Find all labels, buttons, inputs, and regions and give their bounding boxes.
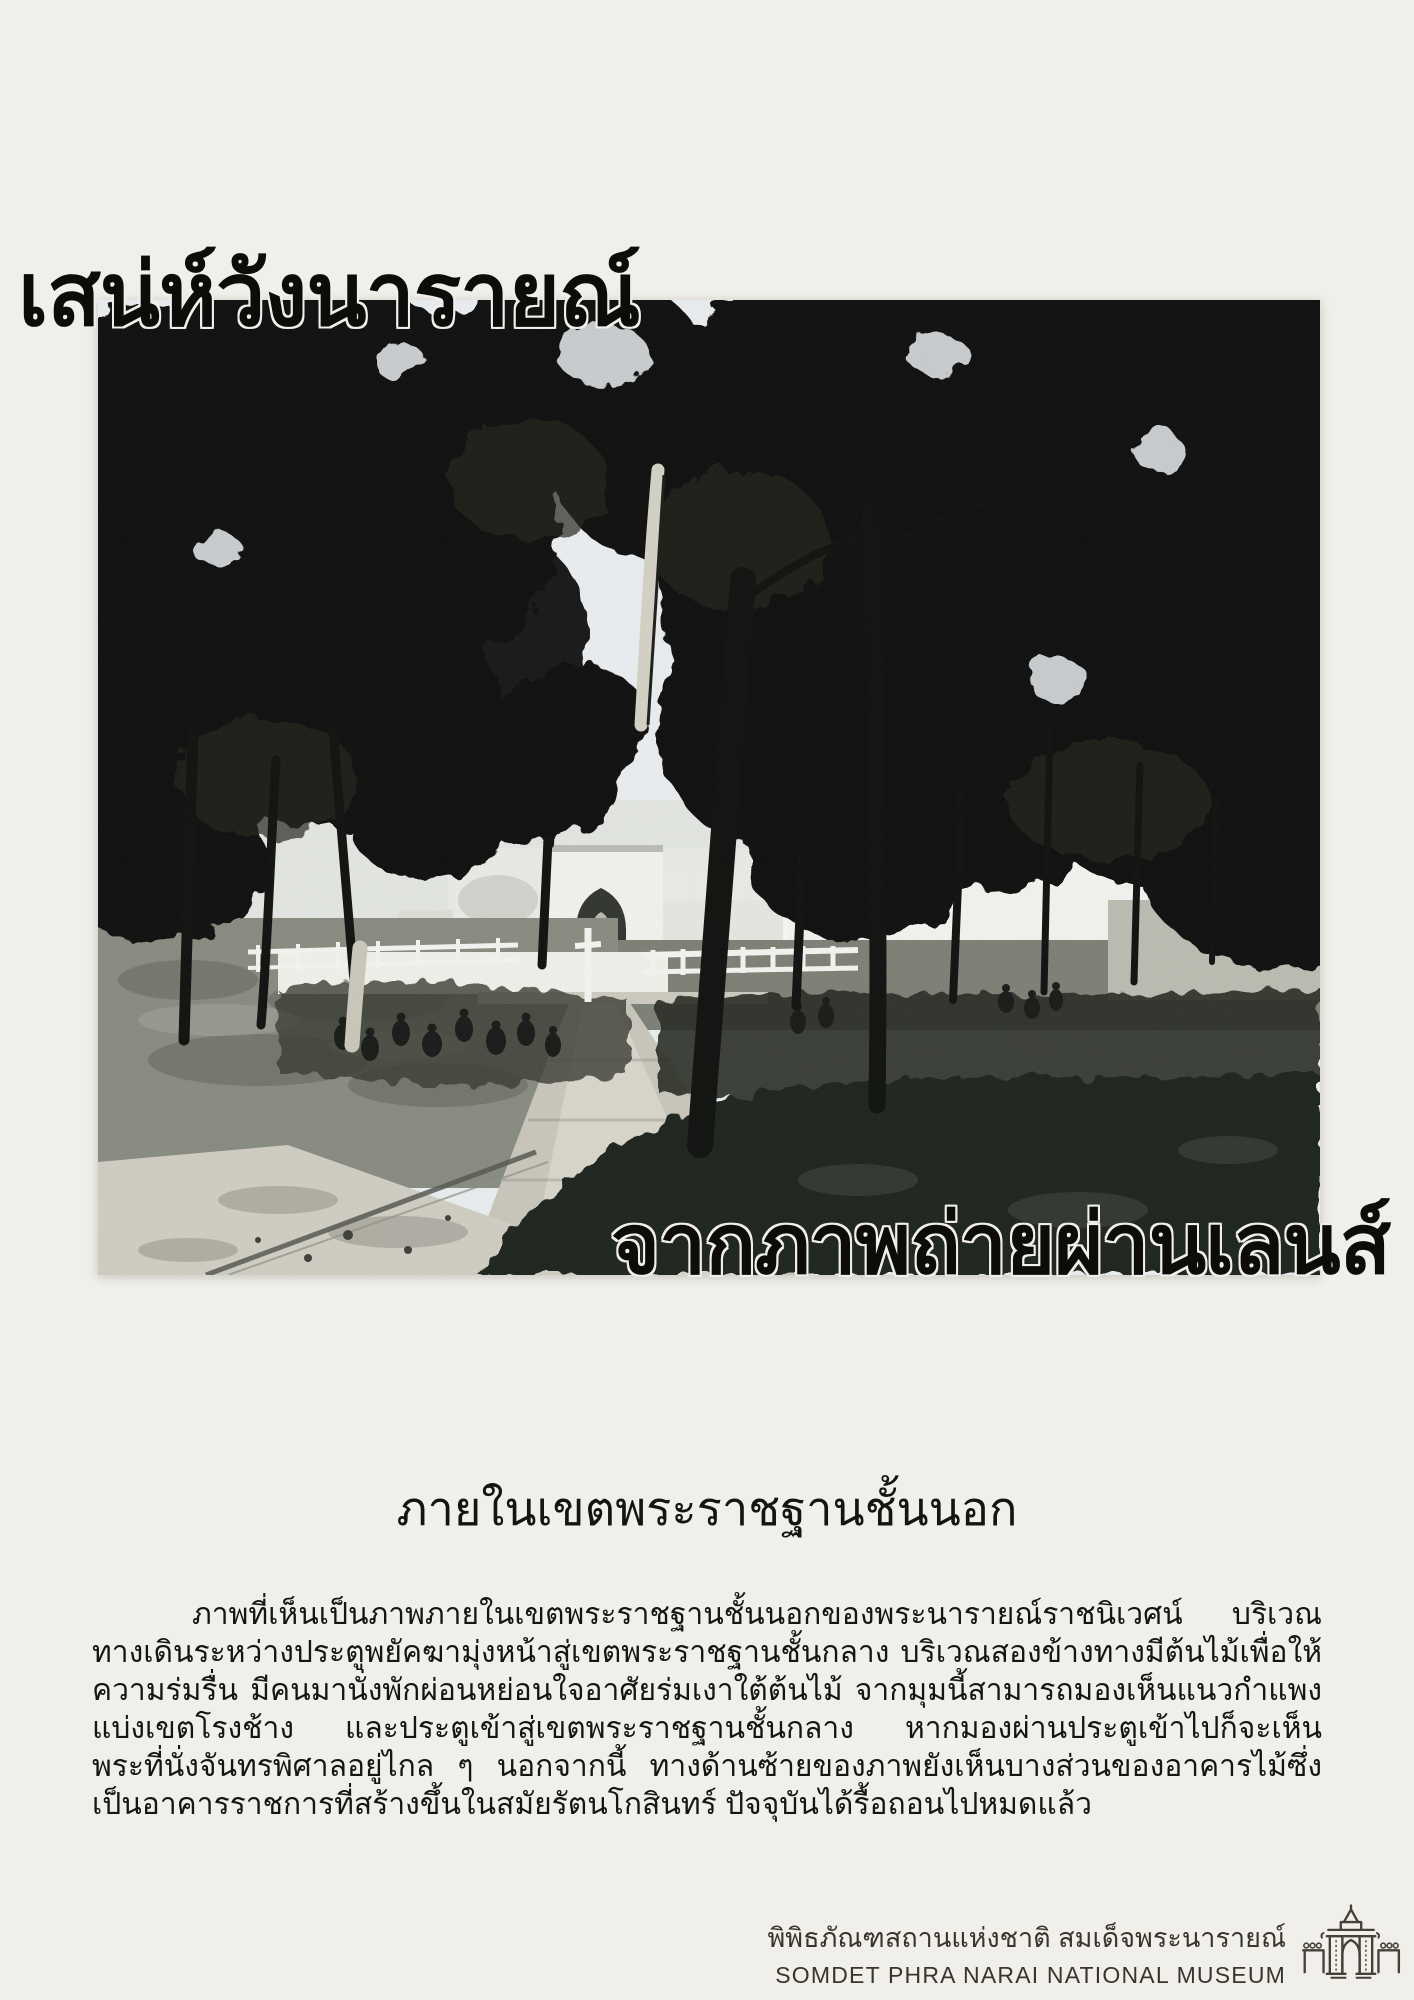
section-heading: ภายในเขตพระราชฐานชั้นนอก — [396, 1482, 1018, 1535]
historic-park-photo — [98, 300, 1320, 1275]
museum-name-thai: พิพิธภัณฑสถานแห่งชาติ สมเด็จพระนารายณ์ — [767, 1923, 1286, 1953]
poster-title-main: เสน่ห์วังนารายณ์ — [18, 245, 640, 344]
palace-gate-icon — [1300, 1898, 1402, 1990]
poster-title-secondary: จากภาพถ่ายผ่านเลนส์ — [610, 1197, 1390, 1291]
body-paragraph: ภาพที่เห็นเป็นภาพภายในเขตพระราชฐานชั้นนอกของพระนารายณ์ราชนิเวศน์ บริเวณทางเดินระหว่างประตูพยัคฆามุ่งหน้าสู่เขตพระราชฐานชั้นกลาง บริเวณสองข้างทางมีต้นไม้เพื่อให้ความร่มรื่น มีคนมานั่งพักผ่อนหย่อนใจอาศัยร่มเงาใต้ต้นไม้ จากมุมนี้สามารถมองเห็นแนวกำแพงแบ่งเขตโรงช้าง และประตูเข้าสู่เขตพระราชฐานชั้นกลาง หากมองผ่านประตูเข้าไปก็จะเห็นพระที่นั่งจันทรพิศาลอยู่ไกล ๆ นอกจากนี้ ทางด้านซ้ายของภาพยังเห็นบางส่วนของอาคารไม้ซึ่งเป็นอาคารราชการที่สร้างขึ้นในสมัยรัตนโกสินทร์ ปัจจุบันได้รื้อถอนไปหมดแล้ว — [92, 1598, 1322, 1821]
park-photo-illustration — [98, 300, 1320, 1275]
footer-museum-names — [768, 1922, 1287, 1989]
museum-name-english: SOMDET PHRA NARAI NATIONAL MUSEUM — [775, 1961, 1286, 1988]
